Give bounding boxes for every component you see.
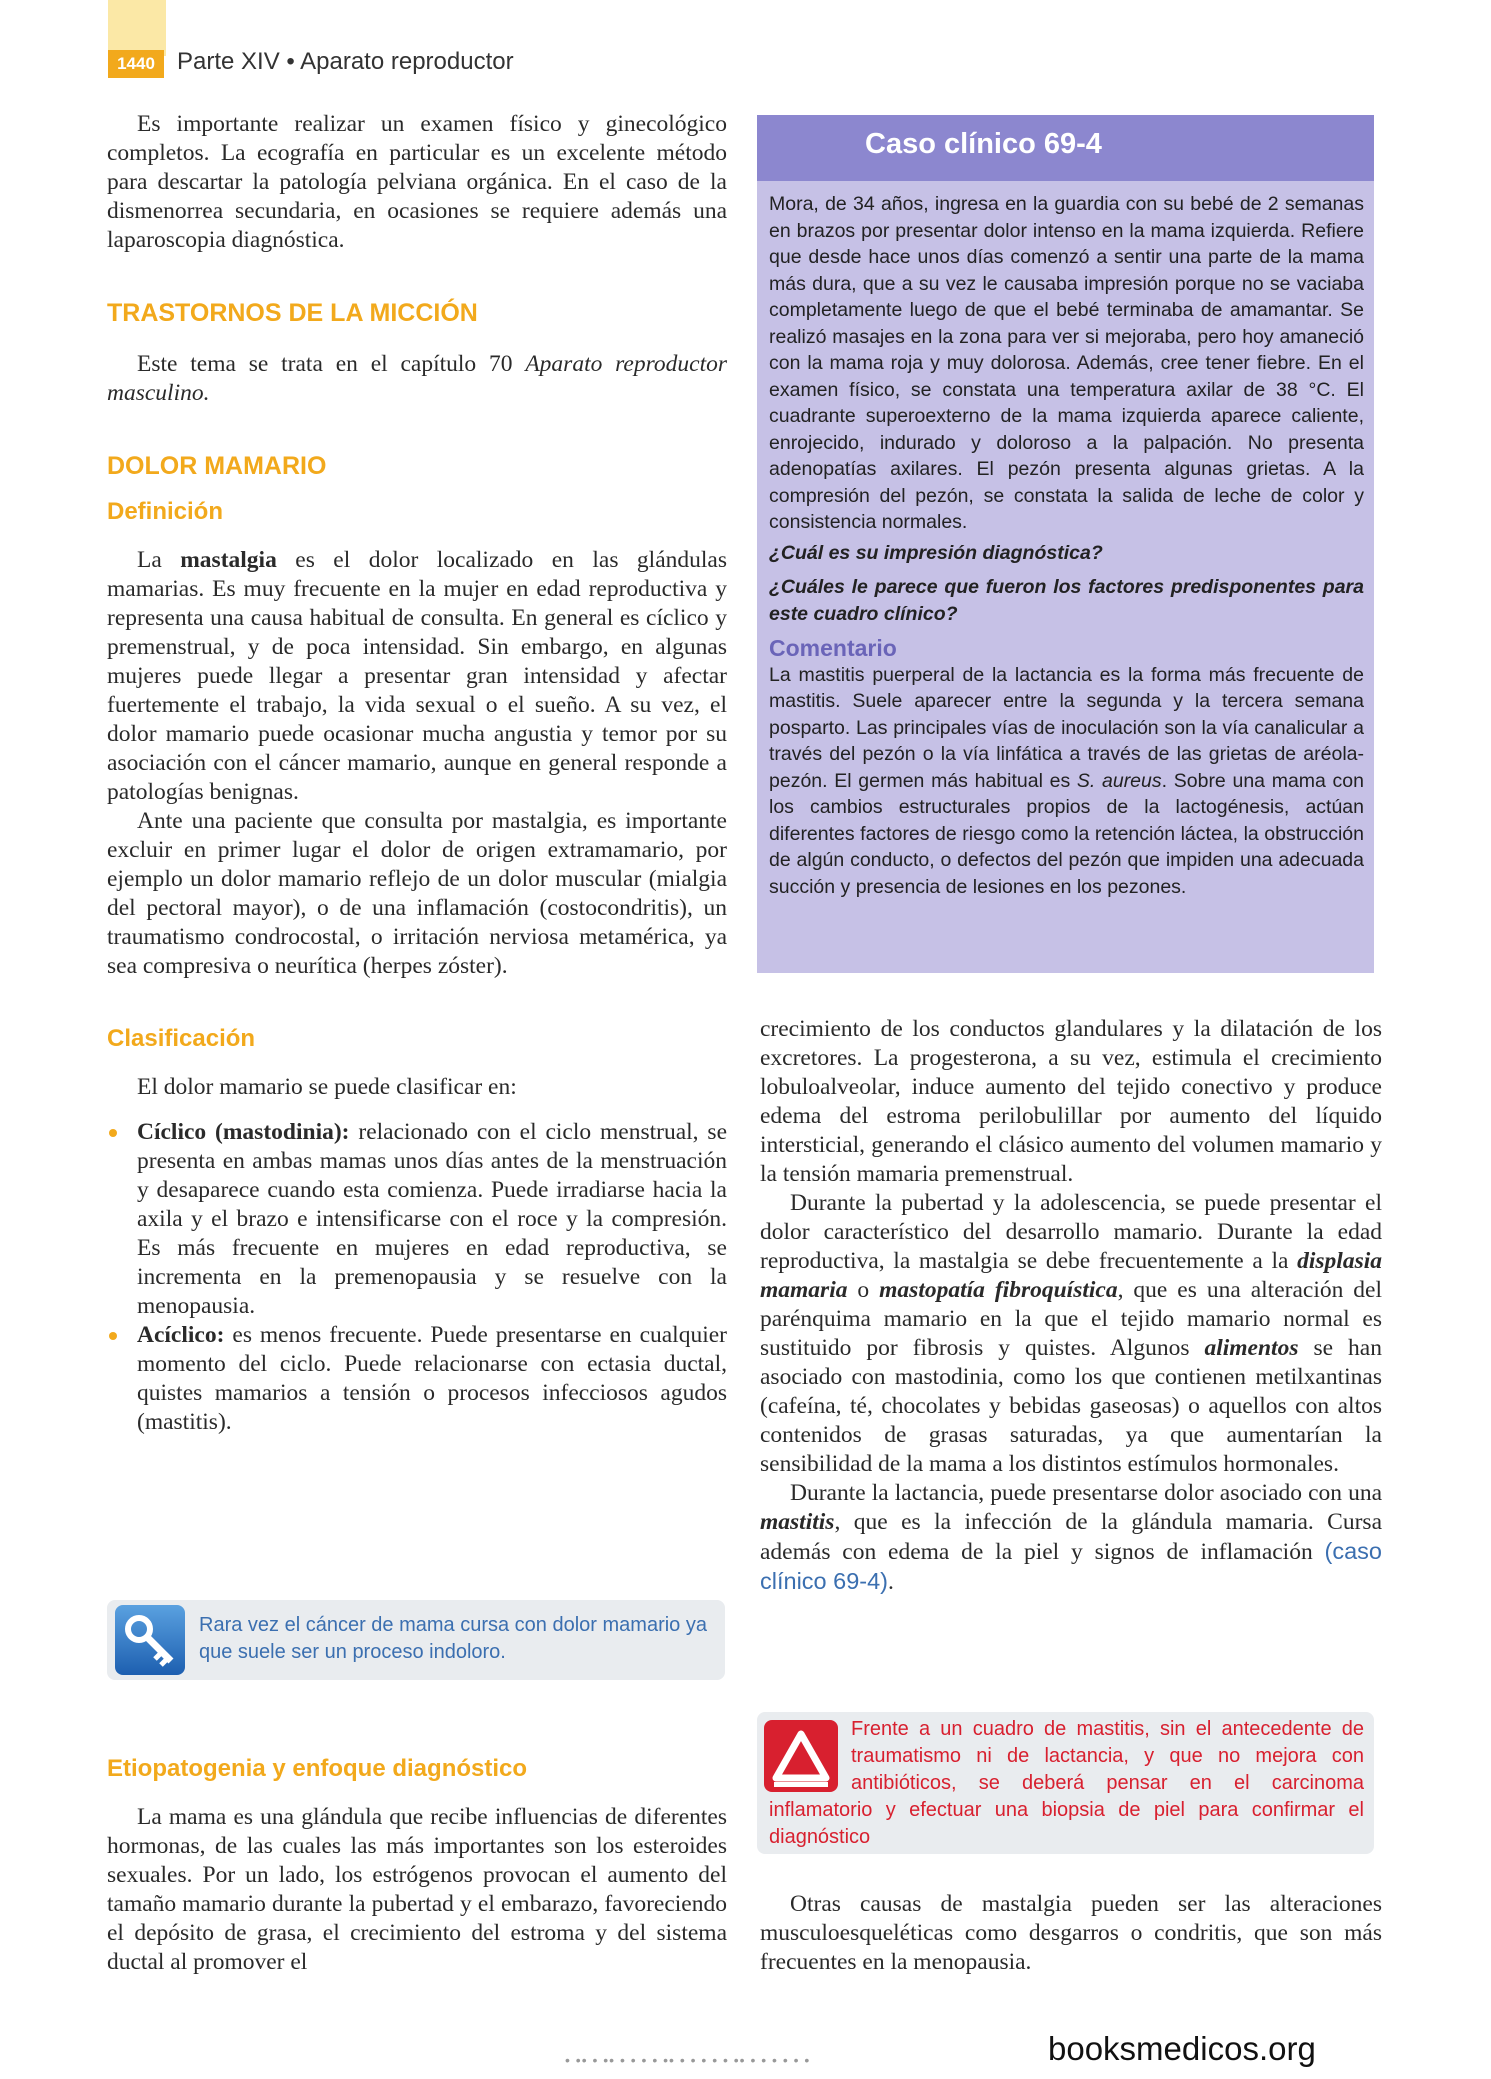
definicion-paragraph-2: Ante una paciente que consulta por mastalgia, es importante excluir en primer lugar el dolor de origen extramamario, por ejemplo un dolor mamario reflejo de un dolor muscular (mialgia del pectoral mayor), o de una inflamación (costocondritis), un traumatismo condrocostal, o irritación nerviosa metamérica, ya sea compresiva o neurítica (herpes zóster). bbox=[107, 808, 727, 979]
case-question-1: ¿Cuál es su impresión diagnóstica? bbox=[769, 541, 1103, 564]
miccion-paragraph: Este tema se trata en el capítulo 70 Aparato reproductor masculino. bbox=[107, 351, 727, 406]
right-column bbox=[760, 1015, 1382, 1597]
watermark: booksmedicos.org bbox=[1048, 2030, 1316, 2067]
bullet-icon bbox=[109, 1332, 117, 1340]
intro-paragraph: Es importante realizar un examen físico y ginecológico completos. La ecografía en particular es un excelente método para descartar la patología pelviana orgánica. En el caso de la dismenorrea secundaria, en ocasiones se requiere además una laparoscopia diagnóstica. bbox=[107, 111, 727, 253]
right-paragraph-1: crecimiento de los conductos glandulares y la dilatación de los excretores. La progesterona, a su vez, estimula el crecimiento lobuloalveolar, induce aumento del tejido conectivo y produce edema del estroma perilobulillar por aumento del líquido intersticial, generando el clásico aumento del volumen mamario y la tensión mamaria premenstrual. bbox=[760, 1016, 1382, 1187]
bullet-icon bbox=[109, 1129, 117, 1137]
right-paragraph-4: Otras causas de mastalgia pueden ser las alteraciones musculoesqueléticas como desgarros o condritis, que son más frecuentes en la menopausia. bbox=[760, 1891, 1382, 1975]
case-box bbox=[757, 115, 1374, 973]
footer-dots: • •• • •• • • • • •• • • • • • •• • • • • • • bbox=[565, 2052, 811, 2068]
clasificacion-list bbox=[107, 1118, 727, 1437]
heading-dolor-mamario: DOLOR MAMARIO bbox=[107, 452, 327, 480]
case-header bbox=[757, 115, 1374, 181]
case-question-2: ¿Cuáles le parece que fueron los factores predisponentes para este cuadro clínico? bbox=[769, 576, 1364, 625]
warning-text: Frente a un cuadro de mastitis, sin el antecedente de traumatismo ni de lactancia, y que no mejora con antibióticos, se deberá pensar en el carcinoma inflamatorio y efectuar una biopsia de piel para confirmar el diagnóstico bbox=[769, 1718, 1364, 1848]
comment-text: La mastitis puerperal de la lactancia es la forma más frecuente de mastitis. Suele aparecer entre la segunda y la tercera semana posparto. Las principales vías de inoculación son la vía canalicular a través del pezón o la vía linfática a través de las grietas de aréola-pezón. El germen más habitual es S. aureus. Sobre una mama con los cambios estructurales propios de la lactogénesis, actúan diferentes factores de riesgo como la retención láctea, la obstrucción de algún conducto, o defectos del pezón que impiden una adecuada succión y presencia de lesiones en los pezones. bbox=[769, 663, 1365, 898]
list-item: Acíclico: es menos frecuente. Puede presentarse en cualquier momento del ciclo. Puede relacionarse con ectasia ductal, quistes mamarios a tensión o procesos infecciosos agudos (mastitis). bbox=[107, 1321, 727, 1437]
clasificacion-intro: El dolor mamario se puede clasificar en: bbox=[137, 1074, 517, 1100]
right-column-bottom bbox=[760, 1890, 1382, 1977]
etiopatogenia-paragraph: La mama es una glándula que recibe influencias de diferentes hormonas, de las cuales las más importantes son los esteroides sexuales. Por un lado, los estrógenos provocan el aumento del tamaño mamario durante la pubertad y el embarazo, favoreciendo el depósito de grasa, el crecimiento del estroma y del sistema ductal al promover el bbox=[107, 1804, 727, 1975]
heading-clasificacion: Clasificación bbox=[107, 1025, 256, 1052]
warning-text-wrap bbox=[769, 1716, 1364, 1851]
case-link[interactable]: (caso clínico 69-4) bbox=[760, 1538, 1382, 1594]
running-title: Parte XIV • Aparato reproductor bbox=[177, 48, 514, 75]
warning-box bbox=[757, 1712, 1374, 1854]
page-number: 1440 bbox=[108, 50, 164, 78]
right-paragraph-3: Durante la lactancia, puede presentarse dolor asociado con una mastitis, que es la infección de la glándula mamaria. Cursa además con edema de la piel y signos de inflamación (caso clínico 69-4). bbox=[760, 1480, 1382, 1595]
left-column-bottom bbox=[107, 1755, 727, 1977]
case-title: Caso clínico 69-4 bbox=[865, 128, 1102, 160]
left-column bbox=[107, 110, 727, 1437]
heading-definicion: Definición bbox=[107, 498, 224, 525]
definicion-paragraph: La mastalgia es el dolor localizado en las glándulas mamarias. Es muy frecuente en la mujer en edad reproductiva y representa una causa habitual de consulta. En general es cíclico y premenstrual, y de poca intensidad. Sin embargo, en algunas mujeres puede llegar a presentar gran intensidad y afectar fuertemente el trabajo, la vida sexual o el sueño. A su vez, el dolor mamario puede ocasionar mucha angustia y temor por su asociación con el cáncer mamario, aunque en general responde a patologías benignas. bbox=[107, 547, 727, 805]
tip-box bbox=[107, 1600, 725, 1680]
right-paragraph-2: Durante la pubertad y la adolescencia, se puede presentar el dolor característico del desarrollo mamario. Durante la edad reproductiva, la mastalgia se debe frecuentemente a la displasia mamaria o mastopatía fibroquística, que es una alteración del parénquima mamario en la que el tejido mamario normal es sustituido por fibrosis y quistes. Algunos alimentos se han asociado con mastodinia, como los que contienen metilxantinas (cafeína, té, chocolates y bebidas gaseosas) o aquellos con altos contenidos de grasas saturadas, ya que aumentarían la sensibilidad de la mama a los distintos estímulos hormonales. bbox=[760, 1190, 1383, 1477]
case-body bbox=[757, 181, 1374, 900]
heading-miccion: TRASTORNOS DE LA MICCIÓN bbox=[107, 299, 478, 327]
list-item: Cíclico (mastodinia): relacionado con el ciclo menstrual, se presenta en ambas mamas unos días antes de la menstruación y desaparece cuando esta comienza. Puede irradiarse hacia la axila y el brazo e intensificarse con el roce y la compresión. Es más frecuente en mujeres en edad reproductiva, se incrementa en la premenopausia y se resuelve con la menopausia. bbox=[107, 1118, 727, 1321]
page-tab bbox=[108, 0, 166, 56]
comment-heading: Comentario bbox=[769, 635, 897, 661]
case-text: Mora, de 34 años, ingresa en la guardia con su bebé de 2 semanas en brazos por presentar dolor intenso en la mama izquierda. Refiere que desde hace unos días comenzó a sentir una parte de la mama más dura, que a su vez le causaba impresión porque no se vaciaba completamente luego de que el bebé terminaba de amamantar. Se realizó masajes en la zona para ver si mejoraba, pero hoy amaneció con la mama roja y muy dolorosa. Además, cree tener fiebre. En el examen físico, se constata una temperatura axilar de 38 °C. El cuadrante superoexterno de la mama izquierda aparece caliente, enrojecido, indurado y doloroso a la palpación. No presenta adenopatías axilares. El pezón presenta algunas grietas. A la compresión del pezón, se constata la salida de leche de color y consistencia normales. bbox=[769, 193, 1364, 533]
heading-etiopatogenia: Etiopatogenia y enfoque diagnóstico bbox=[107, 1755, 528, 1782]
key-icon bbox=[115, 1605, 185, 1675]
tip-text: Rara vez el cáncer de mama cursa con dolor mamario ya que suele ser un proceso indoloro. bbox=[199, 1614, 707, 1663]
